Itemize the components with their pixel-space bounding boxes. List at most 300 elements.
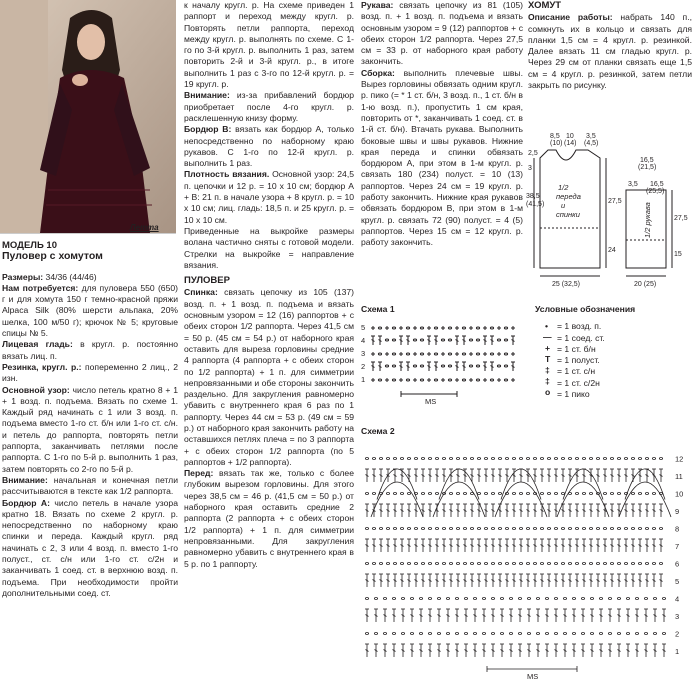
chain-symbol xyxy=(631,493,634,495)
khomut-heading: ХОМУТ xyxy=(528,0,562,11)
chain-symbol xyxy=(582,493,585,495)
chain-symbol xyxy=(554,458,557,460)
chain-symbol xyxy=(421,458,424,460)
chain-symbol xyxy=(386,458,389,460)
chain-symbol xyxy=(631,458,634,460)
chain-symbol xyxy=(582,528,585,530)
chain-symbol xyxy=(589,458,592,460)
chain-symbol xyxy=(434,353,437,355)
chain-symbol xyxy=(463,493,466,495)
chain-symbol xyxy=(435,528,438,530)
symbol-hdc: T xyxy=(545,354,551,365)
chain-symbol xyxy=(419,598,422,600)
chain-symbol xyxy=(372,493,375,495)
chain-symbol xyxy=(456,493,459,495)
chain-symbol xyxy=(374,633,377,635)
chain-symbol xyxy=(638,458,641,460)
chain-symbol xyxy=(393,563,396,565)
chain-symbol xyxy=(497,365,500,367)
chain-symbol xyxy=(561,528,564,530)
chain-symbol xyxy=(476,339,479,341)
chain-symbol xyxy=(638,563,641,565)
chain-symbol xyxy=(449,528,452,530)
legend-item: = 1 полуст. xyxy=(557,355,600,366)
col1-para: Внимание: начальная и конечная петли рассчитываются в тексте как 1/2 раппорта. xyxy=(2,474,178,497)
chain-symbol xyxy=(484,493,487,495)
chain-symbol xyxy=(463,563,466,565)
chain-symbol xyxy=(400,563,403,565)
chain-symbol xyxy=(470,458,473,460)
svg-text:(41,5): (41,5) xyxy=(526,201,545,208)
chain-symbol xyxy=(446,633,449,635)
chain-symbol xyxy=(407,528,410,530)
column-2 xyxy=(184,0,354,570)
chain-symbol xyxy=(490,327,493,329)
chain-symbol xyxy=(644,598,647,600)
legend-item: = 1 возд. п. xyxy=(557,321,602,332)
chain-symbol xyxy=(442,458,445,460)
chain-symbol xyxy=(518,598,521,600)
photo-illustration xyxy=(0,0,176,233)
chain-symbol xyxy=(519,563,522,565)
symbol-tr: ‡ xyxy=(545,376,550,387)
chain-symbol xyxy=(653,633,656,635)
chain-symbol xyxy=(540,563,543,565)
row-label: 11 xyxy=(675,472,683,481)
col3-para: Сборка: выполнить плечевые швы. Вырез горловины обвязать одним кругл. р. пико (= * 1 ст. б/н, 3 возд. п., 1 ст. б/н в 1-ю возд. п.), пропустить 1 см края, повторить от *, заканчивать 1 соед. ст. в 1-й ст. б/н). Втачать рукава. Выполнить боковые швы и швы рукавов. Нижние края переда и спинки обвязать бордюром А, при этом в 1-м кругл. р. связать 180 (234) полуст. = 10 (13) раппортов. Через 24 см = 19 кругл. р. работу закончить. Нижние края рукавов обвязать бордюром В, при этом в 1-м кругл. р. связать 72 (90) полуст. = 4 (5) раппортов. Через 15 см = 12 кругл. р. работу закончить. xyxy=(361,67,523,248)
chain-symbol xyxy=(568,528,571,530)
chain-symbol xyxy=(470,528,473,530)
chain-symbol xyxy=(413,365,416,367)
legend-item: = 1 ст. б/н xyxy=(557,343,596,354)
chain-symbol xyxy=(420,339,423,341)
chain-symbol xyxy=(414,528,417,530)
chain-symbol xyxy=(645,563,648,565)
chain-symbol xyxy=(547,528,550,530)
row-label: 5 xyxy=(361,323,366,332)
chain-symbol xyxy=(420,353,423,355)
chain-symbol xyxy=(414,458,417,460)
chain-symbol xyxy=(490,379,493,381)
svg-text:переда: переда xyxy=(556,192,581,201)
chain-symbol xyxy=(536,633,539,635)
col2-para: Перед: вязать так же, только с более глубоким вырезом горловины. Для этого через 38,5 см = 46 р. (41,5 см = 50 р.) от наборного края оставить средние 2 раппорта (2 раппорта + с обеих сторон 1/2 раппорта) + 1 п. для симметрии непровязанными. Для закругления равномерно убавить с внутреннего края в 5 р. по 1 раппорту. xyxy=(184,468,354,569)
model-photo xyxy=(0,0,176,234)
chain-symbol xyxy=(505,563,508,565)
chain-symbol xyxy=(476,379,479,381)
pullover-heading: ПУЛОВЕР xyxy=(184,275,230,287)
chain-symbol xyxy=(428,598,431,600)
chain-symbol xyxy=(624,528,627,530)
chain-symbol xyxy=(596,458,599,460)
chain-symbol xyxy=(392,339,395,341)
chain-symbol xyxy=(456,458,459,460)
dim-j: 25 (32,5) xyxy=(552,281,581,288)
symbol-sc: + xyxy=(545,343,551,354)
chain-symbol xyxy=(421,493,424,495)
chain-symbol xyxy=(421,563,424,565)
chain-symbol xyxy=(448,365,451,367)
ms-label: MS xyxy=(425,397,437,406)
row-label: 10 xyxy=(675,489,684,499)
dim-c: 3,5 xyxy=(586,133,596,140)
chain-symbol xyxy=(379,563,382,565)
chain-symbol xyxy=(563,633,566,635)
legend xyxy=(535,302,693,400)
chain-symbol xyxy=(561,563,564,565)
chain-symbol xyxy=(437,633,440,635)
chain-symbol xyxy=(476,353,479,355)
chain-symbol xyxy=(589,528,592,530)
chain-symbol xyxy=(617,493,620,495)
chain-symbol xyxy=(477,493,480,495)
dim-b: 10 xyxy=(566,133,574,140)
chain-symbol xyxy=(449,563,452,565)
chain-symbol xyxy=(659,563,662,565)
row-label: 9 xyxy=(675,507,680,516)
chain-symbol xyxy=(504,327,507,329)
chain-symbol xyxy=(470,563,473,565)
fan-arc xyxy=(625,469,665,500)
chain-symbol xyxy=(456,528,459,530)
chain-symbol xyxy=(477,528,480,530)
chain-symbol xyxy=(476,365,479,367)
chain-symbol xyxy=(386,563,389,565)
chain-symbol xyxy=(400,528,403,530)
chain-symbol xyxy=(455,633,458,635)
chain-symbol xyxy=(610,528,613,530)
chain-symbol xyxy=(434,327,437,329)
chain-symbol xyxy=(519,528,522,530)
chain-symbol xyxy=(599,598,602,600)
chain-symbol xyxy=(383,633,386,635)
chain-symbol xyxy=(603,458,606,460)
row-label: 3 xyxy=(361,349,366,358)
row-label: 4 xyxy=(675,594,680,604)
dim-h: 24 xyxy=(608,247,616,254)
chain-symbol xyxy=(446,598,449,600)
chain-symbol xyxy=(420,365,423,367)
col1-para: Нам потребуется: для пуловера 550 (650) г и для хомута 150 г темно-красной пряжи Alpaca Silk (80% шерсти альпака, 20% шелка, 100 м/50 г); крючок № 5; круговые спицы № 5. xyxy=(2,282,179,339)
dim-f: 38,5 xyxy=(526,193,540,200)
chain-symbol xyxy=(442,528,445,530)
legend-item: = 1 ст. с/н xyxy=(557,366,596,377)
pattern-diagram xyxy=(528,128,693,293)
chain-symbol xyxy=(448,327,451,329)
chain-symbol xyxy=(473,598,476,600)
chain-symbol xyxy=(505,528,508,530)
svg-text:(10): (10) xyxy=(550,140,563,147)
chain-symbol xyxy=(603,493,606,495)
column-4 xyxy=(528,0,692,91)
chain-symbol xyxy=(491,598,494,600)
chain-symbol xyxy=(428,458,431,460)
chain-symbol xyxy=(410,633,413,635)
legend-item: = 1 соед. ст. xyxy=(557,332,605,343)
chain-symbol xyxy=(500,633,503,635)
chain-symbol xyxy=(652,528,655,530)
legend-item: = 1 ст. с/2н xyxy=(557,377,600,388)
symbol-dc: ‡ xyxy=(545,365,550,376)
chain-symbol xyxy=(509,633,512,635)
chain-symbol xyxy=(519,493,522,495)
symbol-picot: o xyxy=(545,387,551,398)
ms-label: MS xyxy=(527,672,539,680)
chain-symbol xyxy=(504,353,507,355)
chain-symbol xyxy=(491,633,494,635)
chain-symbol xyxy=(482,598,485,600)
chain-symbol xyxy=(448,379,451,381)
chain-symbol xyxy=(435,458,438,460)
chain-symbol xyxy=(428,493,431,495)
chain-symbol xyxy=(441,339,444,341)
chain-symbol xyxy=(419,633,422,635)
chain-symbol xyxy=(442,563,445,565)
chain-symbol xyxy=(491,528,494,530)
chain-symbol xyxy=(393,458,396,460)
chain-symbol xyxy=(498,528,501,530)
chain-symbol xyxy=(617,598,620,600)
chain-symbol xyxy=(462,327,465,329)
chain-symbol xyxy=(638,528,641,530)
chain-symbol xyxy=(393,528,396,530)
fan-arc xyxy=(377,469,417,500)
dim-p: 15 xyxy=(674,251,682,258)
chain-symbol xyxy=(504,365,507,367)
chain-symbol xyxy=(575,493,578,495)
chain-symbol xyxy=(554,633,557,635)
chain-symbol xyxy=(393,493,396,495)
row-label: 2 xyxy=(361,362,366,371)
chain-symbol xyxy=(617,633,620,635)
chain-symbol xyxy=(645,528,648,530)
chain-symbol xyxy=(476,327,479,329)
chain-symbol xyxy=(420,327,423,329)
chain-symbol xyxy=(462,379,465,381)
chain-symbol xyxy=(462,353,465,355)
row-label: 12 xyxy=(675,454,684,464)
chain-symbol xyxy=(441,365,444,367)
chain-symbol xyxy=(652,493,655,495)
chain-symbol xyxy=(401,598,404,600)
chain-symbol xyxy=(434,379,437,381)
row-label: 7 xyxy=(675,542,680,551)
chain-symbol xyxy=(624,458,627,460)
chain-symbol xyxy=(372,528,375,530)
chain-symbol xyxy=(477,563,480,565)
chain-symbol xyxy=(624,563,627,565)
chain-symbol xyxy=(554,493,557,495)
chain-symbol xyxy=(572,633,575,635)
dim-q: 20 (25) xyxy=(634,281,657,288)
svg-text:(21,5): (21,5) xyxy=(638,164,657,171)
chain-symbol xyxy=(392,365,395,367)
chain-symbol xyxy=(401,633,404,635)
chain-symbol xyxy=(638,493,641,495)
row-label: 2 xyxy=(675,629,680,639)
chain-symbol xyxy=(463,528,466,530)
chain-symbol xyxy=(540,493,543,495)
chain-symbol xyxy=(473,633,476,635)
legend-item: = 1 пико xyxy=(557,389,590,400)
chain-symbol xyxy=(608,598,611,600)
photo-caption: Летта xyxy=(130,223,159,232)
fan-arc xyxy=(619,482,671,517)
chain-symbol xyxy=(590,598,593,600)
chain-symbol xyxy=(596,563,599,565)
chain-symbol xyxy=(482,633,485,635)
chain-symbol xyxy=(400,458,403,460)
label-sleeve: 1/2 рукава xyxy=(643,202,652,238)
chain-symbol xyxy=(518,633,521,635)
chain-symbol xyxy=(406,327,409,329)
chain-symbol xyxy=(449,493,452,495)
chain-symbol xyxy=(448,339,451,341)
chain-symbol xyxy=(435,493,438,495)
chain-symbol xyxy=(365,563,368,565)
chain-symbol xyxy=(491,563,494,565)
chain-symbol xyxy=(469,339,472,341)
chain-symbol xyxy=(652,458,655,460)
col1-paragraphs xyxy=(2,272,178,600)
chain-symbol xyxy=(498,493,501,495)
svg-text:(14): (14) xyxy=(564,140,577,147)
row-label: 8 xyxy=(675,524,680,534)
chain-symbol xyxy=(526,493,529,495)
chain-symbol xyxy=(392,379,395,381)
chain-symbol xyxy=(372,563,375,565)
chain-symbol xyxy=(599,633,602,635)
fan-arc xyxy=(557,482,609,517)
chain-symbol xyxy=(372,458,375,460)
svg-text:спинки: спинки xyxy=(556,210,580,219)
chain-symbol xyxy=(526,458,529,460)
chain-symbol xyxy=(428,563,431,565)
chain-symbol xyxy=(484,458,487,460)
svg-text:(25,5): (25,5) xyxy=(646,188,665,195)
dim-m: 16,5 xyxy=(650,181,664,188)
dim-g: 27,5 xyxy=(608,198,622,205)
chain-symbol xyxy=(379,458,382,460)
model-title: Пуловер с хомутом xyxy=(2,250,103,263)
chain-symbol xyxy=(533,458,536,460)
chain-symbol xyxy=(504,379,507,381)
chain-symbol xyxy=(572,598,575,600)
chain-symbol xyxy=(635,598,638,600)
chain-symbol xyxy=(575,563,578,565)
fan-arc xyxy=(563,469,603,500)
chain-symbol xyxy=(512,458,515,460)
chain-symbol xyxy=(392,598,395,600)
chain-symbol xyxy=(490,353,493,355)
row-label: 6 xyxy=(675,559,680,569)
chain-symbol xyxy=(662,598,665,600)
fan-arc xyxy=(433,482,485,517)
chain-symbol xyxy=(547,458,550,460)
chain-symbol xyxy=(554,563,557,565)
row-label: 3 xyxy=(675,612,680,621)
chain-symbol xyxy=(645,493,648,495)
chain-symbol xyxy=(536,598,539,600)
column-1 xyxy=(2,238,178,599)
chain-symbol xyxy=(509,598,512,600)
chain-symbol xyxy=(449,458,452,460)
col2-para: к началу кругл. р. На схеме приведен 1 раппорт и переход между кругл. р. Повторять петли раппорта, переход между кругл. р. выполнять по схеме. С 1-го по 3-й кругл. р. выполнить 1 раз, затем повторить 2-й и 3-й кругл. р., в итоге выполнить 1 раз с 3-го по 12-й кругл. р. = 19 кругл. р. xyxy=(184,0,354,90)
chain-symbol xyxy=(385,365,388,367)
chain-symbol xyxy=(428,633,431,635)
chain-symbol xyxy=(498,563,501,565)
chain-symbol xyxy=(554,528,557,530)
chain-symbol xyxy=(561,458,564,460)
chain-symbol xyxy=(533,528,536,530)
chain-symbol xyxy=(547,563,550,565)
column-3 xyxy=(361,0,523,249)
chain-symbol xyxy=(617,528,620,530)
chain-symbol xyxy=(545,598,548,600)
chain-symbol xyxy=(365,493,368,495)
chain-symbol xyxy=(378,353,381,355)
chain-symbol xyxy=(464,633,467,635)
legend-list xyxy=(535,321,693,400)
chain-symbol xyxy=(581,633,584,635)
chain-symbol xyxy=(500,598,503,600)
chain-symbol xyxy=(610,493,613,495)
chain-symbol xyxy=(365,633,368,635)
chain-symbol xyxy=(365,458,368,460)
row-label: 1 xyxy=(675,647,680,656)
chain-symbol xyxy=(512,493,515,495)
svg-text:и: и xyxy=(561,201,566,210)
chain-symbol xyxy=(540,528,543,530)
col1-para: Лицевая гладь: в кругл. р. постоянно вязать лиц. п. xyxy=(2,339,178,361)
chain-symbol xyxy=(420,379,423,381)
chain-symbol xyxy=(414,563,417,565)
chain-symbol xyxy=(407,458,410,460)
chain-symbol xyxy=(383,598,386,600)
schema1-chart xyxy=(361,314,523,406)
chain-symbol xyxy=(540,458,543,460)
chain-symbol xyxy=(575,458,578,460)
col1-para: Резинка, кругл. р.: попеременно 2 лиц., 2 изн. xyxy=(2,361,178,384)
model-number: МОДЕЛЬ 10 xyxy=(2,240,57,251)
chain-symbol xyxy=(448,353,451,355)
chain-symbol xyxy=(407,493,410,495)
chain-symbol xyxy=(374,598,377,600)
khomut-para: Описание работы: набрать 140 п., сомкнуть их в кольцо и связать для планки 1,5 см = 4 кругл. р. резинкой. Далее вязать 11 см гладью кругл. р. Через 29 см от планки связать еще 1,5 см = 4 кругл. р. резинкой, затем петли закрыть по рисунку. xyxy=(528,12,692,91)
chain-symbol xyxy=(635,633,638,635)
chain-symbol xyxy=(659,528,662,530)
chain-symbol xyxy=(378,327,381,329)
chain-symbol xyxy=(365,598,368,600)
chain-symbol xyxy=(626,598,629,600)
chain-symbol xyxy=(463,458,466,460)
chain-symbol xyxy=(626,633,629,635)
chain-symbol xyxy=(554,598,557,600)
chain-symbol xyxy=(505,458,508,460)
chain-symbol xyxy=(497,339,500,341)
chain-symbol xyxy=(659,458,662,460)
col1-para: Размеры: 34/36 (44/46) xyxy=(2,271,97,282)
chain-symbol xyxy=(392,633,395,635)
chain-symbol xyxy=(662,633,665,635)
chain-symbol xyxy=(568,458,571,460)
chain-symbol xyxy=(617,458,620,460)
chain-symbol xyxy=(645,458,648,460)
chain-symbol xyxy=(498,458,501,460)
dim-a: 8,5 xyxy=(550,133,560,140)
chain-symbol xyxy=(421,528,424,530)
chain-symbol xyxy=(653,598,656,600)
